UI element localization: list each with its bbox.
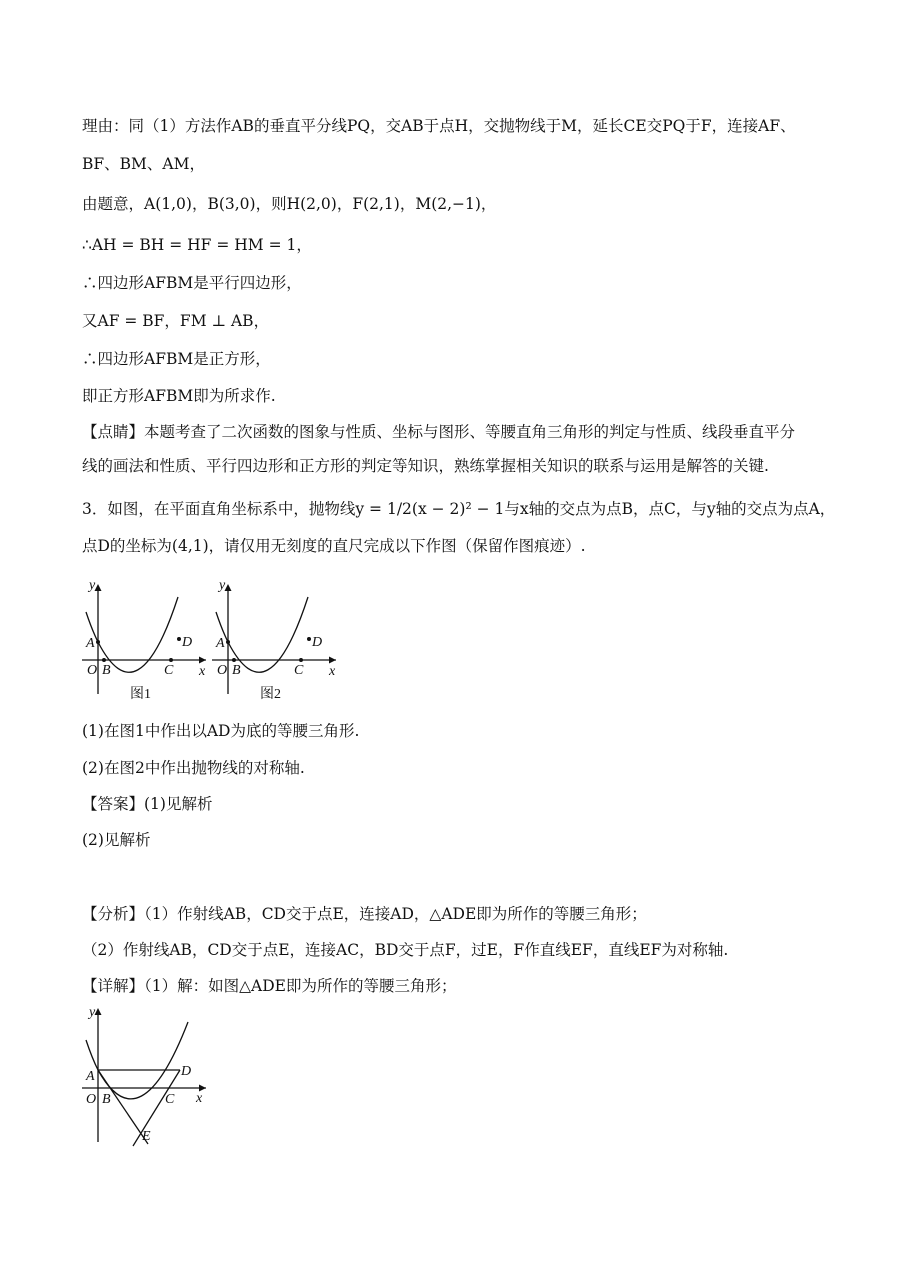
fig2-caption: 图2 <box>260 687 281 702</box>
text-line-8: 即正方形AFBM即为所求作. <box>82 387 276 405</box>
figure-1 <box>78 576 213 704</box>
fig3-label-y: y <box>89 1005 96 1020</box>
fig1-label-o: O <box>87 663 98 678</box>
fig2-point-b <box>232 658 236 662</box>
fig1-point-b <box>102 658 106 662</box>
text-line-16: (2)见解析 <box>82 831 151 849</box>
fig1-caption: 图1 <box>130 687 151 702</box>
fig3-label-d: D <box>181 1064 192 1079</box>
text-line-1: 理由：同（1）方法作AB的垂直平分线PQ，交AB于点H，交抛物线于M，延长CE交PQ于F，连接AF、 <box>82 117 796 135</box>
fig1-label-d: D <box>182 635 193 650</box>
fig3-label-o: O <box>86 1092 97 1107</box>
fig1-label-a: A <box>86 636 95 651</box>
fig2-label-d: D <box>312 635 323 650</box>
fig3-label-x: x <box>196 1091 203 1106</box>
text-line-14: (2)在图2中作出抛物线的对称轴. <box>82 759 305 777</box>
fig3-label-b: B <box>102 1092 111 1107</box>
fig2-parabola <box>216 597 308 672</box>
analysis-line-1: 【分析】（1）作射线AB，CD交于点E，连接AD，△ADE即为所作的等腰三角形； <box>82 905 647 923</box>
text-line-4: ∴AH = BH = HF = HM = 1， <box>82 236 312 254</box>
text-line-5: ∴四边形AFBM是平行四边形， <box>82 274 302 292</box>
fig1-label-c: C <box>164 663 174 678</box>
analysis-line-2: （2）作射线AB，CD交于点E，连接AC，BD交于点F，过E，F作直线EF，直线EF为对称轴. <box>82 941 729 959</box>
text-line-7: ∴四边形AFBM是正方形， <box>82 350 271 368</box>
fig1-label-y: y <box>89 578 96 593</box>
problem-3-statement: 3．如图，在平面直角坐标系中，抛物线y = 1/2(x − 2)² − 1与x轴的交点为点B，点C，与y轴的交点为点A， <box>82 500 836 518</box>
text-line-10: 线的画法和性质、平行四边形和正方形的判定等知识，熟练掌握相关知识的联系与运用是解答的关键. <box>82 457 769 475</box>
fig3-label-a: A <box>86 1069 95 1084</box>
figure-2 <box>208 576 343 704</box>
fig2-label-b: B <box>232 663 241 678</box>
fig1-point-d <box>177 637 181 641</box>
fig3-label-c: C <box>165 1092 175 1107</box>
figure-3-solution <box>78 1000 213 1150</box>
detail-heading: 【详解】（1）解：如图△ADE即为所作的等腰三角形； <box>82 977 457 995</box>
fig1-label-b: B <box>102 663 111 678</box>
fig1-label-x: x <box>199 664 206 679</box>
text-line-6: 又AF = BF，FM ⊥ AB， <box>82 312 270 330</box>
fig2-point-a <box>226 640 230 644</box>
fig2-label-y: y <box>219 578 226 593</box>
fig2-label-o: O <box>217 663 228 678</box>
text-line-3: 由题意，A(1,0)，B(3,0)，则H(2,0)，F(2,1)，M(2,−1)， <box>82 195 497 213</box>
fig2-point-d <box>307 637 311 641</box>
fig2-label-a: A <box>216 636 225 651</box>
fig2-label-c: C <box>294 663 304 678</box>
fig2-point-c <box>299 658 303 662</box>
text-line-9: 【点睛】本题考查了二次函数的图象与性质、坐标与图形、等腰直角三角形的判定与性质、线段垂直平分 <box>82 423 796 441</box>
text-line-2: BF、BM、AM， <box>82 155 205 173</box>
text-line-13: (1)在图1中作出以AD为底的等腰三角形. <box>82 722 360 740</box>
fig1-point-a <box>96 640 100 644</box>
fig2-label-x: x <box>329 664 336 679</box>
fig3-construction-lines <box>98 1070 180 1146</box>
text-line-12: 点D的坐标为(4,1)，请仅用无刻度的直尺完成以下作图（保留作图痕迹）. <box>82 537 586 555</box>
fig3-parabola <box>86 1022 188 1099</box>
fig1-point-c <box>169 658 173 662</box>
fig3-label-e: E <box>142 1129 151 1144</box>
answer-heading: 【答案】(1)见解析 <box>82 795 213 813</box>
fig1-parabola <box>86 597 178 672</box>
